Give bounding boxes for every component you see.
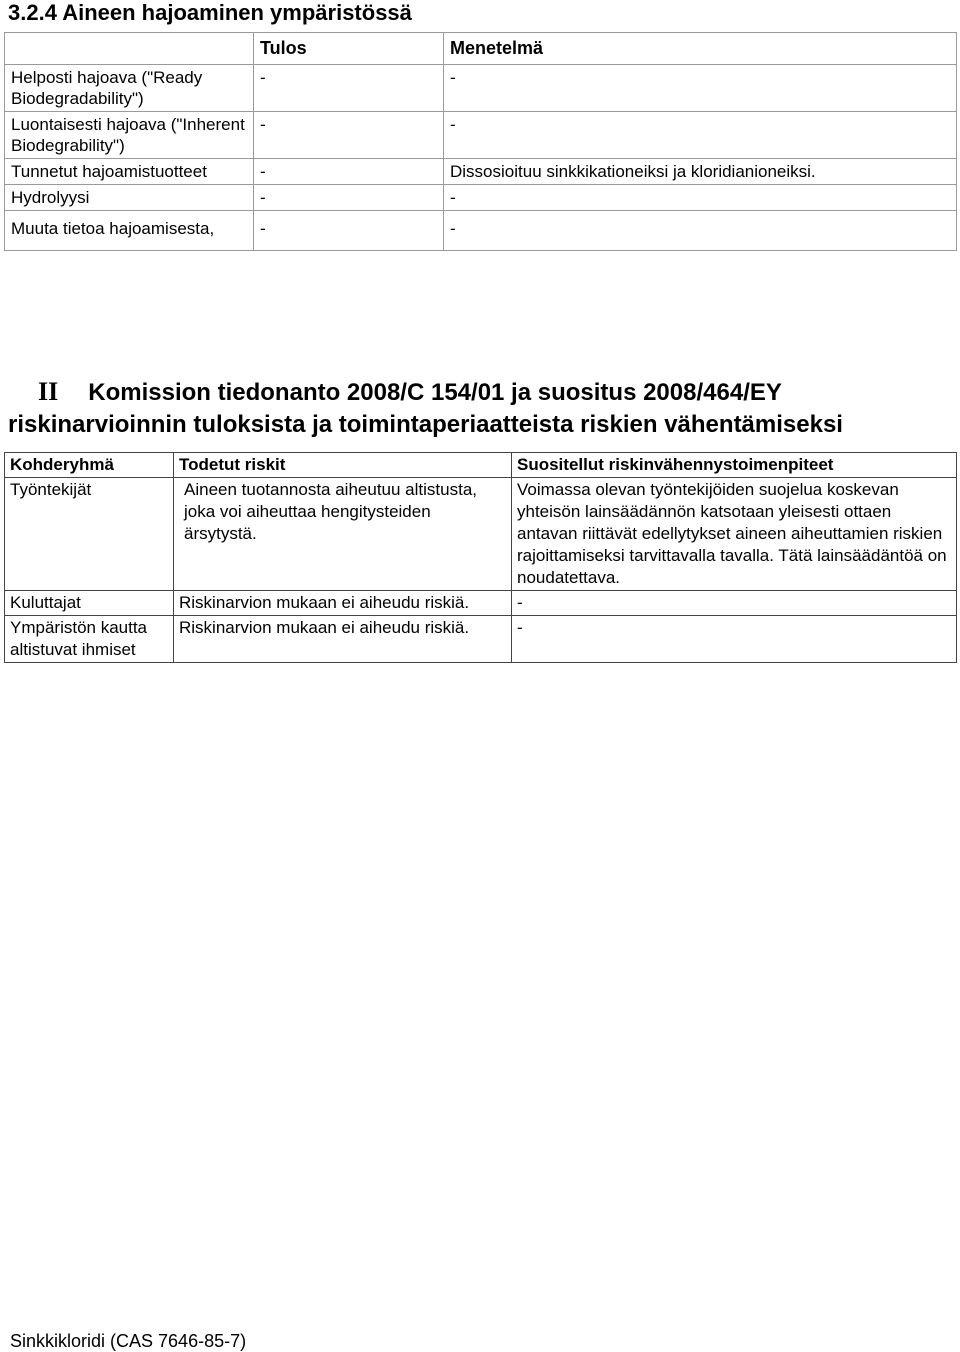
row-menetelma: - bbox=[444, 185, 957, 211]
table-row bbox=[5, 65, 957, 112]
row-group: Kuluttajat bbox=[5, 591, 174, 616]
row-measures: Voimassa olevan työntekijöiden suojelua koskevan yhteisön lainsäädännön katsotaan yleisesti ottaen antavan riittävät edellytykset aineen aiheuttamien riskien rajoittamiseksi tarvittavalla tavalla. Tätä lainsäädäntöä on noudatettava. bbox=[512, 478, 957, 591]
degradation-table bbox=[4, 32, 957, 251]
section-ii-heading bbox=[8, 376, 958, 441]
row-risks: Riskinarvion mukaan ei aiheudu riskiä. bbox=[174, 616, 512, 663]
section-numeral: II bbox=[38, 377, 59, 406]
row-menetelma: - bbox=[444, 65, 957, 112]
table-row bbox=[5, 211, 957, 251]
row-menetelma: - bbox=[444, 211, 957, 251]
table-row bbox=[5, 616, 957, 663]
row-measures: - bbox=[512, 616, 957, 663]
footer-text: Sinkkikloridi (CAS 7646-85-7) bbox=[10, 1331, 247, 1351]
row-tulos: - bbox=[254, 159, 444, 185]
row-tulos: - bbox=[254, 65, 444, 112]
row-group: Ympäristön kautta altistuvat ihmiset bbox=[5, 616, 174, 663]
table-header-row bbox=[5, 453, 957, 478]
row-tulos: - bbox=[254, 211, 444, 251]
row-measures: - bbox=[512, 591, 957, 616]
risk-table bbox=[4, 452, 957, 663]
row-tulos: - bbox=[254, 185, 444, 211]
row-label: Muuta tietoa hajoamisesta, bbox=[5, 211, 254, 251]
header-cell-kohderyhma: Kohderyhmä bbox=[5, 453, 174, 478]
header-cell-riskit: Todetut riskit bbox=[174, 453, 512, 478]
table-row bbox=[5, 159, 957, 185]
table-row bbox=[5, 478, 957, 591]
header-cell-empty bbox=[5, 33, 254, 65]
header-cell-toimenpiteet: Suositellut riskinvähennystoimenpiteet bbox=[512, 453, 957, 478]
row-risks: Riskinarvion mukaan ei aiheudu riskiä. bbox=[174, 591, 512, 616]
table-row bbox=[5, 185, 957, 211]
table-row bbox=[5, 112, 957, 159]
row-label: Tunnetut hajoamistuotteet bbox=[5, 159, 254, 185]
row-group: Työntekijät bbox=[5, 478, 174, 591]
section-heading: 3.2.4 Aineen hajoaminen ympäristössä bbox=[8, 0, 412, 25]
row-tulos: - bbox=[254, 112, 444, 159]
table-row bbox=[5, 591, 957, 616]
row-label: Helposti hajoava ("Ready Biodegradability") bbox=[5, 65, 254, 112]
row-menetelma: Dissosioituu sinkkikationeiksi ja kloridianioneiksi. bbox=[444, 159, 957, 185]
row-label: Luontaisesti hajoava ("Inherent Biodegrability") bbox=[5, 112, 254, 159]
row-menetelma: - bbox=[444, 112, 957, 159]
header-cell-tulos: Tulos bbox=[254, 33, 444, 65]
header-cell-menetelma: Menetelmä bbox=[444, 33, 957, 65]
section-ii-title: Komission tiedonanto 2008/C 154/01 ja suositus 2008/464/EY riskinarvioinnin tuloksista ja toimintaperiaatteista riskien vähentämiseksi bbox=[8, 379, 843, 438]
row-label: Hydrolyysi bbox=[5, 185, 254, 211]
table-header-row bbox=[5, 33, 957, 65]
row-risks: Aineen tuotannosta aiheutuu altistusta, joka voi aiheuttaa hengitysteiden ärsytystä. bbox=[174, 478, 512, 591]
